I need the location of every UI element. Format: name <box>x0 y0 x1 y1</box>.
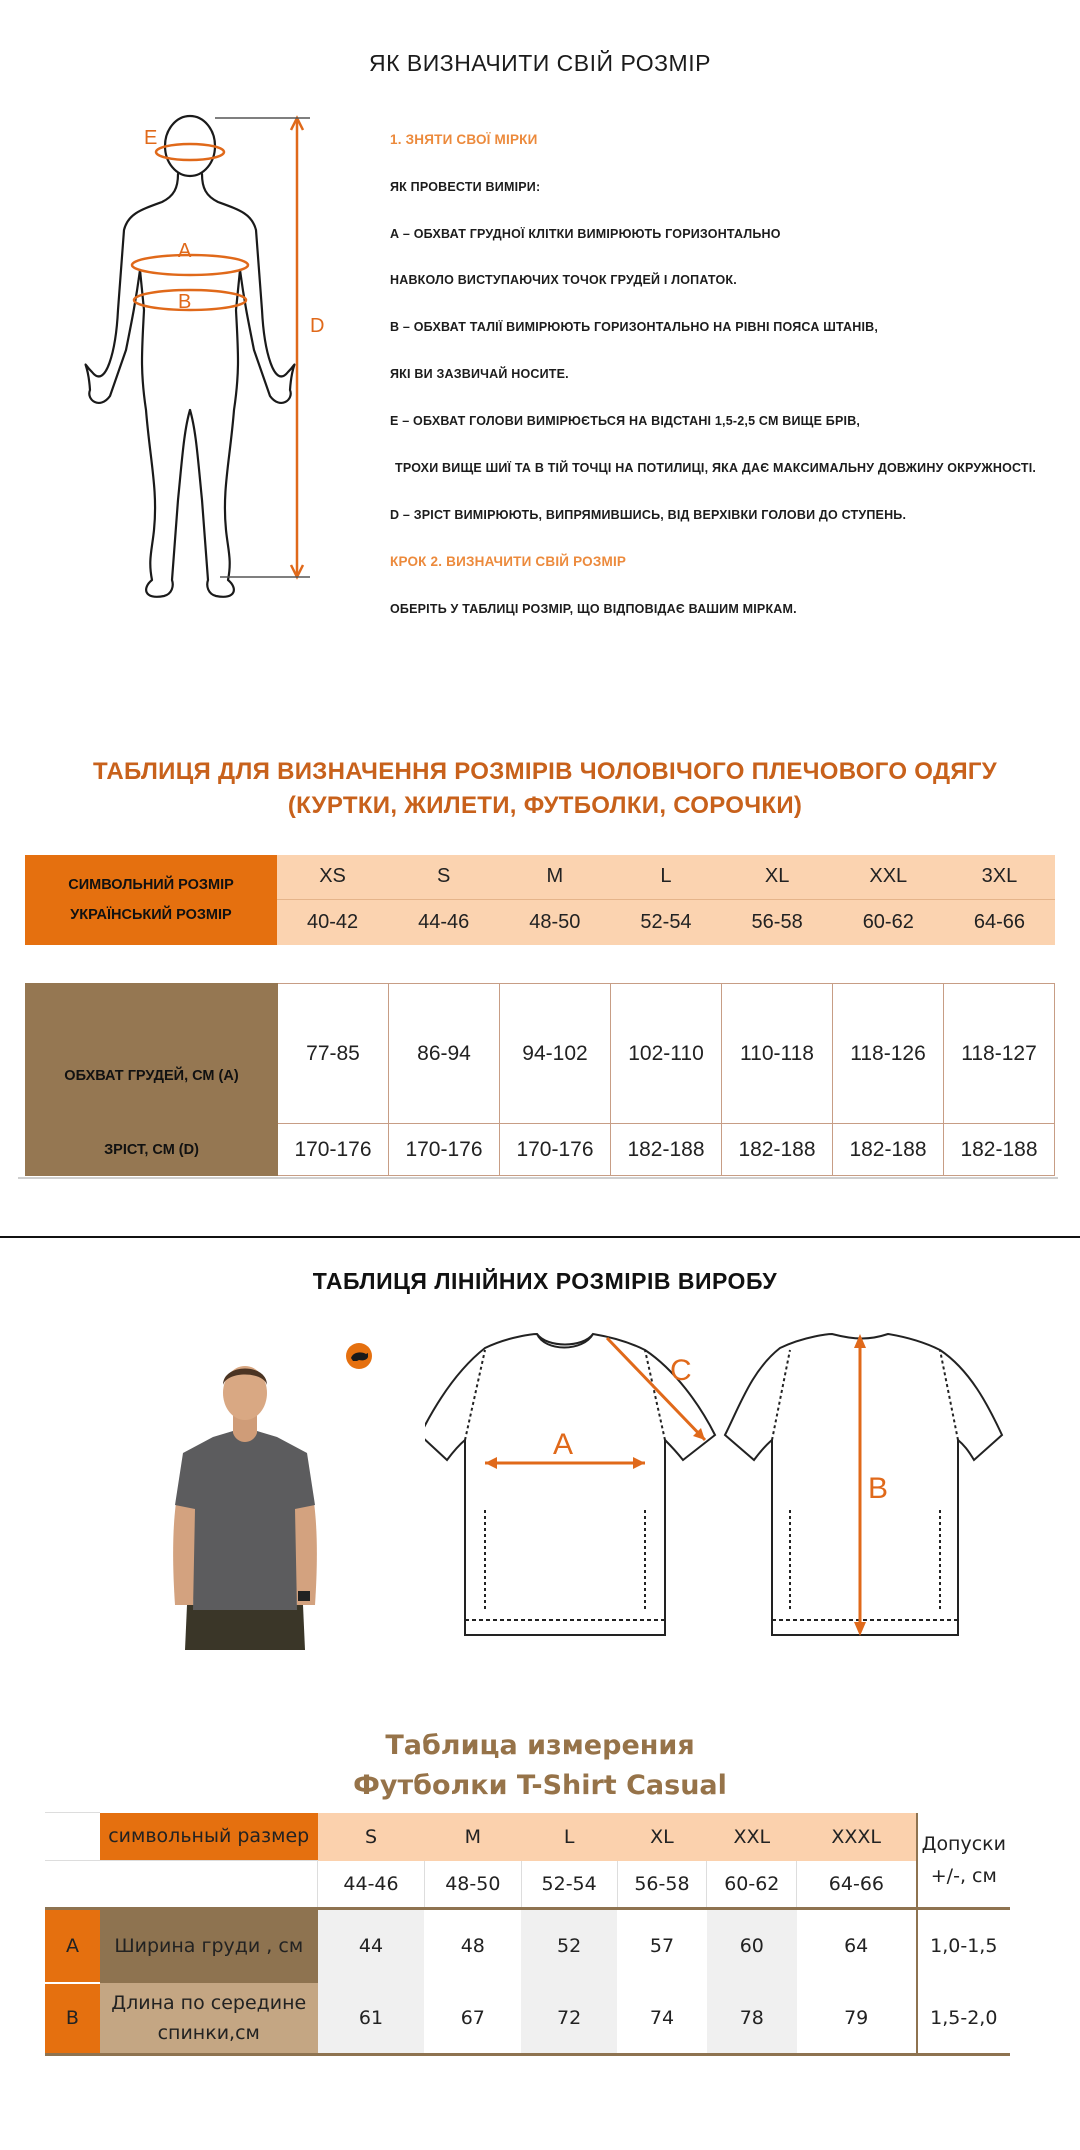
symbolic-label: СИМВОЛЬНИЙ РОЗМІР <box>68 877 234 893</box>
ru-value-cell: 44 <box>318 1909 425 1983</box>
linear-title: ТАБЛИЦЯ ЛІНІЙНИХ РОЗМІРІВ ВИРОБУ <box>312 1268 778 1294</box>
ru-table-title1: Таблица измерения <box>385 1730 695 1761</box>
b-line1: В – ОБХВАТ ТАЛІЇ ВИМІРЮЮТЬ ГОРИЗОНТАЛЬНО НА РІВНІ ПОЯСА ШТАНІВ, <box>390 320 879 334</box>
ru-value-cell: 48 <box>424 1909 521 1983</box>
ukrainian-cell: 64-66 <box>944 899 1055 945</box>
a-line1: А – ОБХВАТ ГРУДНОЇ КЛІТКИ ВИМІРЮЮТЬ ГОРИЗОНТАЛЬНО <box>390 227 781 241</box>
chest-cell: 102-110 <box>611 984 722 1124</box>
ukrainian-cell: 44-46 <box>388 899 499 945</box>
size-table <box>25 855 1055 945</box>
symbolic-cell: XL <box>722 855 833 899</box>
body-measurement-figure <box>70 110 360 620</box>
ru-value-cell: 52 <box>521 1909 617 1983</box>
symbolic-row <box>25 855 1055 899</box>
height-cell: 182-188 <box>611 1124 722 1176</box>
how-text: ЯК ПРОВЕСТИ ВИМІРИ: <box>390 180 541 194</box>
symbolic-cell: XS <box>277 855 388 899</box>
ukrainian-cell: 40-42 <box>277 899 388 945</box>
ru-symbolic-cell: L <box>521 1813 617 1861</box>
ru-numeric-cell: 60-62 <box>707 1861 797 1909</box>
chest-cell: 86-94 <box>389 984 500 1124</box>
chest-label: ОБХВАТ ГРУДЕЙ, СМ (А) <box>26 984 278 1124</box>
ru-symbolic-cell: XXL <box>707 1813 797 1861</box>
ru-value-cell: 67 <box>424 1983 521 2055</box>
table-underline <box>18 1177 1058 1179</box>
label-b-shirt: B <box>868 1472 889 1505</box>
height-cell: 170-176 <box>389 1124 500 1176</box>
ru-row-letter: A <box>45 1909 100 1983</box>
size-labels-cell <box>25 855 277 945</box>
ru-value-cell: 79 <box>797 1983 917 2055</box>
ru-value-cell: 64 <box>797 1909 917 1983</box>
ru-value-cell: 78 <box>707 1983 797 2055</box>
d-line1: D – ЗРІСТ ВИМІРЮЮТЬ, ВИПРЯМИВШИСЬ, ВІД ВЕРХІВКИ ГОЛОВИ ДО СТУПЕНЬ. <box>390 508 907 522</box>
ukrainian-cell: 60-62 <box>833 899 944 945</box>
chest-row <box>26 984 1055 1124</box>
label-e: E <box>144 127 158 149</box>
section-divider <box>0 1236 1080 1238</box>
ru-measure-table <box>45 1812 1010 2056</box>
ru-tolerance-cell: 1,0-1,5 <box>917 1909 1010 1983</box>
size-table-title-line2: (КУРТКИ, ЖИЛЕТИ, ФУТБОЛКИ, СОРОЧКИ) <box>287 792 803 819</box>
symbolic-cell: S <box>388 855 499 899</box>
page-title: ЯК ВИЗНАЧИТИ СВІЙ РОЗМІР <box>369 50 711 76</box>
symbolic-cell: XXL <box>833 855 944 899</box>
ru-numeric-cell: 64-66 <box>797 1861 917 1909</box>
ru-row-letter: B <box>45 1983 100 2055</box>
ru-value-cell: 74 <box>617 1983 707 2055</box>
label-d: D <box>310 315 325 337</box>
ru-numeric-cell: 44-46 <box>318 1861 425 1909</box>
ru-numeric-cell: 52-54 <box>521 1861 617 1909</box>
label-c-shirt: C <box>670 1354 692 1387</box>
tshirt-front-diagram <box>425 1320 725 1640</box>
model-photo <box>165 1355 325 1650</box>
step1-heading: 1. ЗНЯТИ СВОЇ МІРКИ <box>390 132 538 147</box>
ru-tolerance-header: Допуски +/-, см <box>917 1813 1010 1909</box>
height-cell: 170-176 <box>278 1124 389 1176</box>
height-row <box>26 1124 1055 1176</box>
height-cell: 182-188 <box>722 1124 833 1176</box>
measure-table <box>25 983 1055 1176</box>
ru-row-label: Длина по середине спинки,см <box>100 1983 318 2055</box>
chest-cell: 118-127 <box>944 984 1055 1124</box>
a-line2: НАВКОЛО ВИСТУПАЮЧИХ ТОЧОК ГРУДЕЙ І ЛОПАТОК. <box>390 273 737 287</box>
ru-value-cell: 72 <box>521 1983 617 2055</box>
ru-value-cell: 61 <box>318 1983 425 2055</box>
ukrainian-cell: 52-54 <box>610 899 721 945</box>
tshirt-back-diagram <box>720 1320 1010 1640</box>
label-a-shirt: A <box>553 1428 574 1461</box>
symbolic-cell: 3XL <box>944 855 1055 899</box>
size-table-title <box>0 755 1080 823</box>
chest-cell: 94-102 <box>500 984 611 1124</box>
ru-row-a <box>45 1909 1010 1983</box>
bear-logo-icon <box>345 1342 373 1370</box>
step2-heading: КРОК 2. ВИЗНАЧИТИ СВІЙ РОЗМІР <box>390 554 627 569</box>
height-cell: 182-188 <box>944 1124 1055 1176</box>
height-cell: 182-188 <box>833 1124 944 1176</box>
ru-symbolic-cell: M <box>424 1813 521 1861</box>
symbolic-cell: L <box>610 855 721 899</box>
chest-cell: 118-126 <box>833 984 944 1124</box>
label-a: A <box>178 240 192 262</box>
b-line2: ЯКІ ВИ ЗАЗВИЧАЙ НОСИТЕ. <box>390 367 569 381</box>
e-line1: Е – ОБХВАТ ГОЛОВИ ВИМІРЮЄТЬСЯ НА ВІДСТАНІ 1,5-2,5 СМ ВИЩЕ БРІВ, <box>390 414 861 428</box>
ru-table-title2: Футболки T-Shirt Casual <box>353 1770 727 1801</box>
ukrainian-cell: 56-58 <box>722 899 833 945</box>
symbolic-cell: M <box>499 855 610 899</box>
height-cell: 170-176 <box>500 1124 611 1176</box>
label-b: B <box>178 291 192 313</box>
chest-cell: 110-118 <box>722 984 833 1124</box>
ru-symbolic-cell: XL <box>617 1813 707 1861</box>
height-label: ЗРІСТ, СМ (D) <box>26 1124 278 1176</box>
ru-symbolic-label: символьный размер <box>100 1813 318 1861</box>
ru-value-cell: 57 <box>617 1909 707 1983</box>
e-line2: ТРОХИ ВИЩЕ ШИЇ ТА В ТІЙ ТОЧЦІ НА ПОТИЛИЦІ, ЯКА ДАЄ МАКСИМАЛЬНУ ДОВЖИНУ ОКРУЖНОСТІ. <box>395 461 1037 475</box>
ru-symbolic-row <box>45 1813 1010 1861</box>
ru-numeric-cell: 48-50 <box>424 1861 521 1909</box>
ru-symbolic-cell: XXXL <box>797 1813 917 1861</box>
chest-cell: 77-85 <box>278 984 389 1124</box>
ru-numeric-cell: 56-58 <box>617 1861 707 1909</box>
ru-numeric-row <box>45 1861 1010 1909</box>
ru-symbolic-cell: S <box>318 1813 425 1861</box>
ukrainian-cell: 48-50 <box>499 899 610 945</box>
size-table-title-line1: ТАБЛИЦЯ ДЛЯ ВИЗНАЧЕННЯ РОЗМІРІВ ЧОЛОВІЧОГО ПЛЕЧОВОГО ОДЯГУ <box>92 758 998 785</box>
ru-row-b <box>45 1983 1010 2055</box>
ru-row-label: Ширина груди , см <box>100 1909 318 1983</box>
ru-value-cell: 60 <box>707 1909 797 1983</box>
ukrainian-label: УКРАЇНСЬКИЙ РОЗМІР <box>70 907 232 923</box>
choose-text: ОБЕРІТЬ У ТАБЛИЦІ РОЗМІР, ЩО ВІДПОВІДАЄ ВАШИМ МІРКАМ. <box>390 602 797 616</box>
ru-tolerance-cell: 1,5-2,0 <box>917 1983 1010 2055</box>
